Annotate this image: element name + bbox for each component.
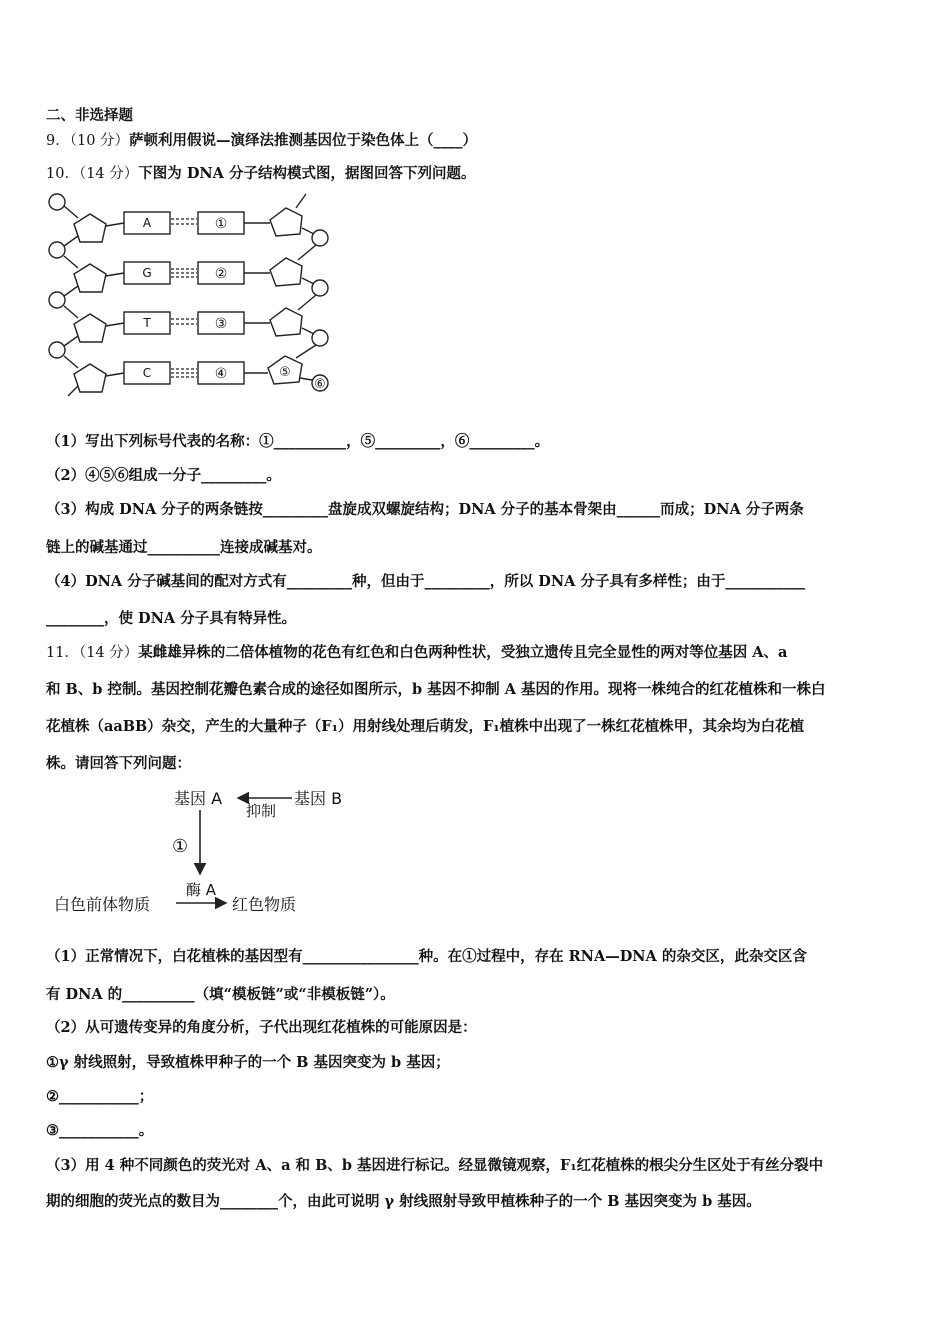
- sugar-left-2: [74, 264, 106, 292]
- phosphate-right-3: [312, 330, 328, 346]
- phosphate-left-2: [49, 242, 65, 258]
- base-left-4: C: [142, 366, 152, 380]
- q10-part-3a: （3）构成 DNA 分子的两条链按_________盘旋成双螺旋结构；DNA 分子的基本骨架由______而成；DNA 分子两条: [46, 501, 804, 518]
- phosphate-left-4: [49, 342, 65, 358]
- q11-part-3a: （3）用 4 种不同颜色的荧光对 A、a 和 B、b 基因进行标记。经显微镜观察，F₁红花植株的根尖分生区处于有丝分裂中: [46, 1157, 824, 1174]
- phosphate-label: ⑥: [314, 377, 326, 392]
- pigment-pathway-diagram: [48, 782, 368, 922]
- step-one-label: ①: [172, 836, 189, 857]
- q10-number: 10．: [46, 166, 79, 182]
- base-left-1: A: [142, 216, 152, 230]
- phosphate-left-3: [49, 292, 65, 308]
- q10-part-2: （2）④⑤⑥组成一分子_________。: [46, 467, 281, 484]
- base-right-label-4: ④: [214, 366, 228, 382]
- sugar-label: ⑤: [279, 365, 291, 380]
- enzyme-a-label: 酶 A: [186, 881, 217, 899]
- q11-part-1a: （1）正常情况下，白花植株的基因型有________________种。在①过程中，存在 RNA—DNA 的杂交区，此杂交区含: [46, 948, 807, 965]
- sugar-left-3: [74, 314, 106, 342]
- base-right-label-2: ②: [214, 266, 228, 282]
- sugar-right-3: [270, 308, 302, 336]
- q11-number: 11．: [46, 645, 79, 661]
- phosphate-right-2: [312, 280, 328, 296]
- q9-blank: ____: [433, 132, 463, 149]
- q10-part-3b: 链上的碱基通过__________连接成碱基对。: [46, 539, 322, 556]
- sugar-left-1: [74, 214, 106, 242]
- q9-score: （10 分）: [69, 133, 130, 149]
- sugar-left-4: [74, 364, 106, 392]
- inhibit-label: 抑制: [246, 802, 277, 820]
- q10-part-1: （1）写出下列标号代表的名称：①__________，⑤_________，⑥_________。: [46, 433, 550, 450]
- question-11: [46, 641, 787, 662]
- q11-line-1: 某雌雄异株的二倍体植物的花色有红色和白色两种性状，受独立遗传且完全显性的两对等位基因 A、a: [138, 644, 788, 661]
- q11-line-4: 株。请回答下列问题：: [46, 755, 191, 772]
- gene-a-label: 基因 A: [174, 789, 223, 808]
- q11-score: （14 分）: [78, 645, 139, 661]
- precursor-label: 白色前体物质: [54, 895, 151, 914]
- phosphate-right-1: [312, 230, 328, 246]
- q11-part-2-item-2: ②___________；: [46, 1088, 154, 1105]
- section-title: 二、非选择题: [46, 107, 133, 124]
- q9-text: 萨顿利用假说—演绎法推测基因位于染色体上（: [129, 132, 434, 149]
- q11-part-2-item-1: ①γ 射线照射，导致植株甲种子的一个 B 基因突变为 b 基因；: [46, 1054, 450, 1071]
- question-10: [46, 162, 475, 183]
- gene-b-label: 基因 B: [294, 789, 343, 808]
- phosphate-left-1: [49, 194, 65, 210]
- dna-structure-diagram: [40, 190, 340, 400]
- sugar-right-1: [270, 208, 302, 236]
- q11-line-2: 和 B、b 控制。基因控制花瓣色素合成的途径如图所示，b 基因不抑制 A 基因的作用。现将一株纯合的红花植株和一株白: [46, 681, 826, 698]
- product-label: 红色物质: [232, 895, 297, 914]
- q10-part-4a: （4）DNA 分子碱基间的配对方式有_________种，但由于_________，所以 DNA 分子具有多样性；由于___________: [46, 573, 806, 590]
- base-right-label-3: ③: [214, 316, 228, 332]
- sugar-right-2: [270, 258, 302, 286]
- question-9: [46, 129, 477, 150]
- q11-part-1b: 有 DNA 的__________（填“模板链”或“非模板链”）。: [46, 986, 395, 1003]
- q9-number: 9．: [46, 133, 70, 149]
- base-right-label-1: ①: [214, 216, 228, 232]
- q10-part-4b: ________，使 DNA 分子具有特异性。: [46, 610, 297, 627]
- base-left-3: T: [143, 316, 151, 330]
- q11-part-2: （2）从可遗传变异的角度分析，子代出现红花植株的可能原因是：: [46, 1019, 477, 1036]
- q11-part-2-item-3: ③___________。: [46, 1122, 154, 1139]
- q9-end: ）: [462, 132, 478, 149]
- base-left-2: G: [142, 266, 152, 280]
- q10-score: （14 分）: [78, 166, 139, 182]
- q11-part-3b: 期的细胞的荧光点的数目为________个，由此可说明 γ 射线照射导致甲植株种子的一个 B 基因突变为 b 基因。: [46, 1193, 761, 1210]
- q11-line-3: 花植株（aaBB）杂交，产生的大量种子（F₁）用射线处理后萌发，F₁植株中出现了一株红花植株甲，其余均为白花植: [46, 718, 805, 735]
- q10-text: 下图为 DNA 分子结构模式图，据图回答下列问题。: [138, 165, 476, 182]
